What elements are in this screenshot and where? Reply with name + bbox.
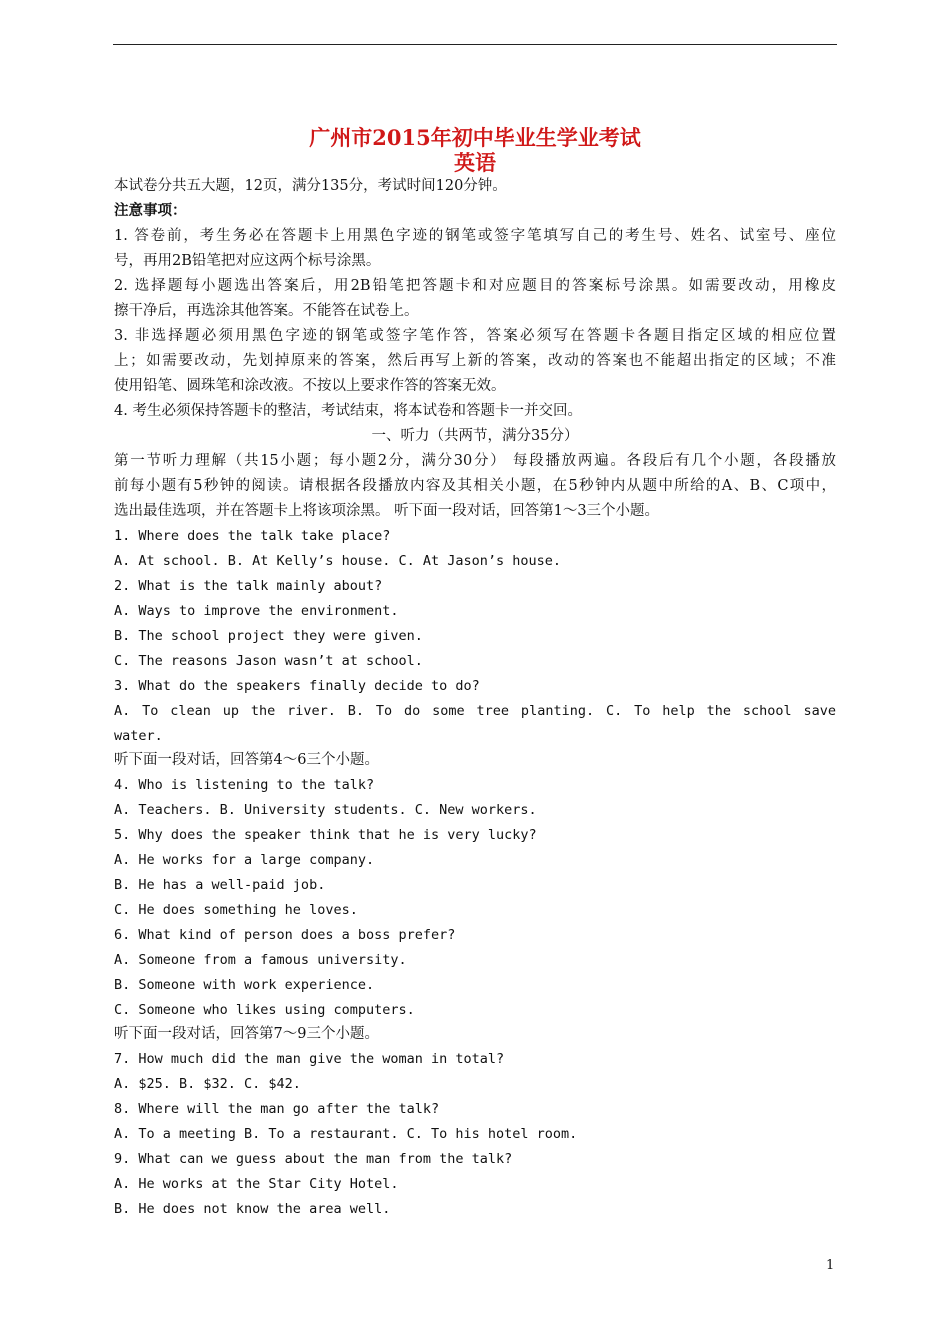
option-line: A. To a meeting B. To a restaurant. C. To his hotel room. — [114, 1126, 578, 1142]
page-number: 1 — [826, 1258, 835, 1273]
instruction-line: 选出最佳选项，并在答题卡上将该项涂黑。 听下面一段对话，回答第1～3三个小题。 — [114, 503, 660, 519]
note-line: 擦干净后，再选涂其他答案。不能答在试卷上。 — [114, 303, 419, 319]
question-line: 6. What kind of person does a boss prefer? — [114, 927, 456, 943]
question-line: 5. Why does the speaker think that he is very lucky? — [114, 827, 537, 843]
note-line: 4. 考生必须保持答题卡的整洁，考试结束，将本试卷和答题卡一并交回。 — [114, 403, 582, 419]
option-line: C. He does something he loves. — [114, 902, 358, 918]
note-line: 1. 答卷前，考生务必在答题卡上用黑色字迹的钢笔或签字笔填写自己的考生号、姓名、试室号、座位 — [114, 228, 836, 244]
instruction-line: 前每小题有5秒钟的阅读。请根据各段播放内容及其相关小题，在5秒钟内从题中所给的A、B、C项中， — [114, 478, 836, 494]
question-line: 8. Where will the man go after the talk? — [114, 1101, 440, 1117]
option-line: A. Ways to improve the environment. — [114, 603, 399, 619]
option-line: A. $25. B. $32. C. $42. — [114, 1076, 301, 1092]
question-line: 2. What is the talk mainly about? — [114, 578, 383, 594]
note-line: 使用铅笔、圆珠笔和涂改液。不按以上要求作答的答案无效。 — [114, 378, 506, 394]
header-rule — [113, 44, 837, 45]
option-line: B. Someone with work experience. — [114, 977, 375, 993]
option-line: B. The school project they were given. — [114, 628, 423, 644]
note-line: 3. 非选择题必须用黑色字迹的钢笔或签字笔作答，答案必须写在答题卡各题目指定区域的相应位置 — [114, 328, 836, 344]
option-line: A. Teachers. B. University students. C. New workers. — [114, 802, 537, 818]
option-line: A. To clean up the river. B. To do some tree planting. C. To help the school save — [114, 703, 836, 719]
option-line: A. Someone from a famous university. — [114, 952, 407, 968]
question-line: 3. What do the speakers finally decide to do? — [114, 678, 480, 694]
question-line: 9. What can we guess about the man from the talk? — [114, 1151, 513, 1167]
section-heading: 一、听力（共两节，满分35分） — [371, 428, 579, 444]
question-line: 7. How much did the man give the woman in total? — [114, 1051, 505, 1067]
option-line: C. The reasons Jason wasn’t at school. — [114, 653, 423, 669]
exam-subject: 英语 — [454, 150, 496, 175]
dialogue-instruction: 听下面一段对话，回答第4～6三个小题。 — [114, 752, 379, 768]
notes-heading: 注意事项： — [114, 202, 187, 219]
note-line: 上；如需要改动，先划掉原来的答案，然后再写上新的答案，改动的答案也不能超出指定的区域；不准 — [114, 353, 836, 369]
question-line: 1. Where does the talk take place? — [114, 528, 391, 544]
option-line: water. — [114, 728, 163, 744]
note-line: 号，再用2B铅笔把对应这两个标号涂黑。 — [114, 253, 381, 269]
note-line: 2. 选择题每小题选出答案后，用2B铅笔把答题卡和对应题目的答案标号涂黑。如需要改动，用橡皮 — [114, 278, 836, 294]
option-line: A. At school. B. At Kelly’s house. C. At Jason’s house. — [114, 553, 562, 569]
option-line: C. Someone who likes using computers. — [114, 1002, 415, 1018]
exam-summary: 本试卷分共五大题，12页，满分135分，考试时间120分钟。 — [114, 178, 507, 194]
option-line: B. He has a well-paid job. — [114, 877, 326, 893]
option-line: A. He works at the Star City Hotel. — [114, 1176, 399, 1192]
exam-title: 广州市2015年初中毕业生学业考试 — [309, 125, 641, 150]
option-line: B. He does not know the area well. — [114, 1201, 391, 1217]
dialogue-instruction: 听下面一段对话，回答第7～9三个小题。 — [114, 1026, 379, 1042]
instruction-line: 第一节听力理解（共15小题；每小题2分，满分30分） 每段播放两遍。各段后有几个小题，各段播放 — [114, 453, 836, 469]
question-line: 4. Who is listening to the talk? — [114, 777, 375, 793]
option-line: A. He works for a large company. — [114, 852, 375, 868]
